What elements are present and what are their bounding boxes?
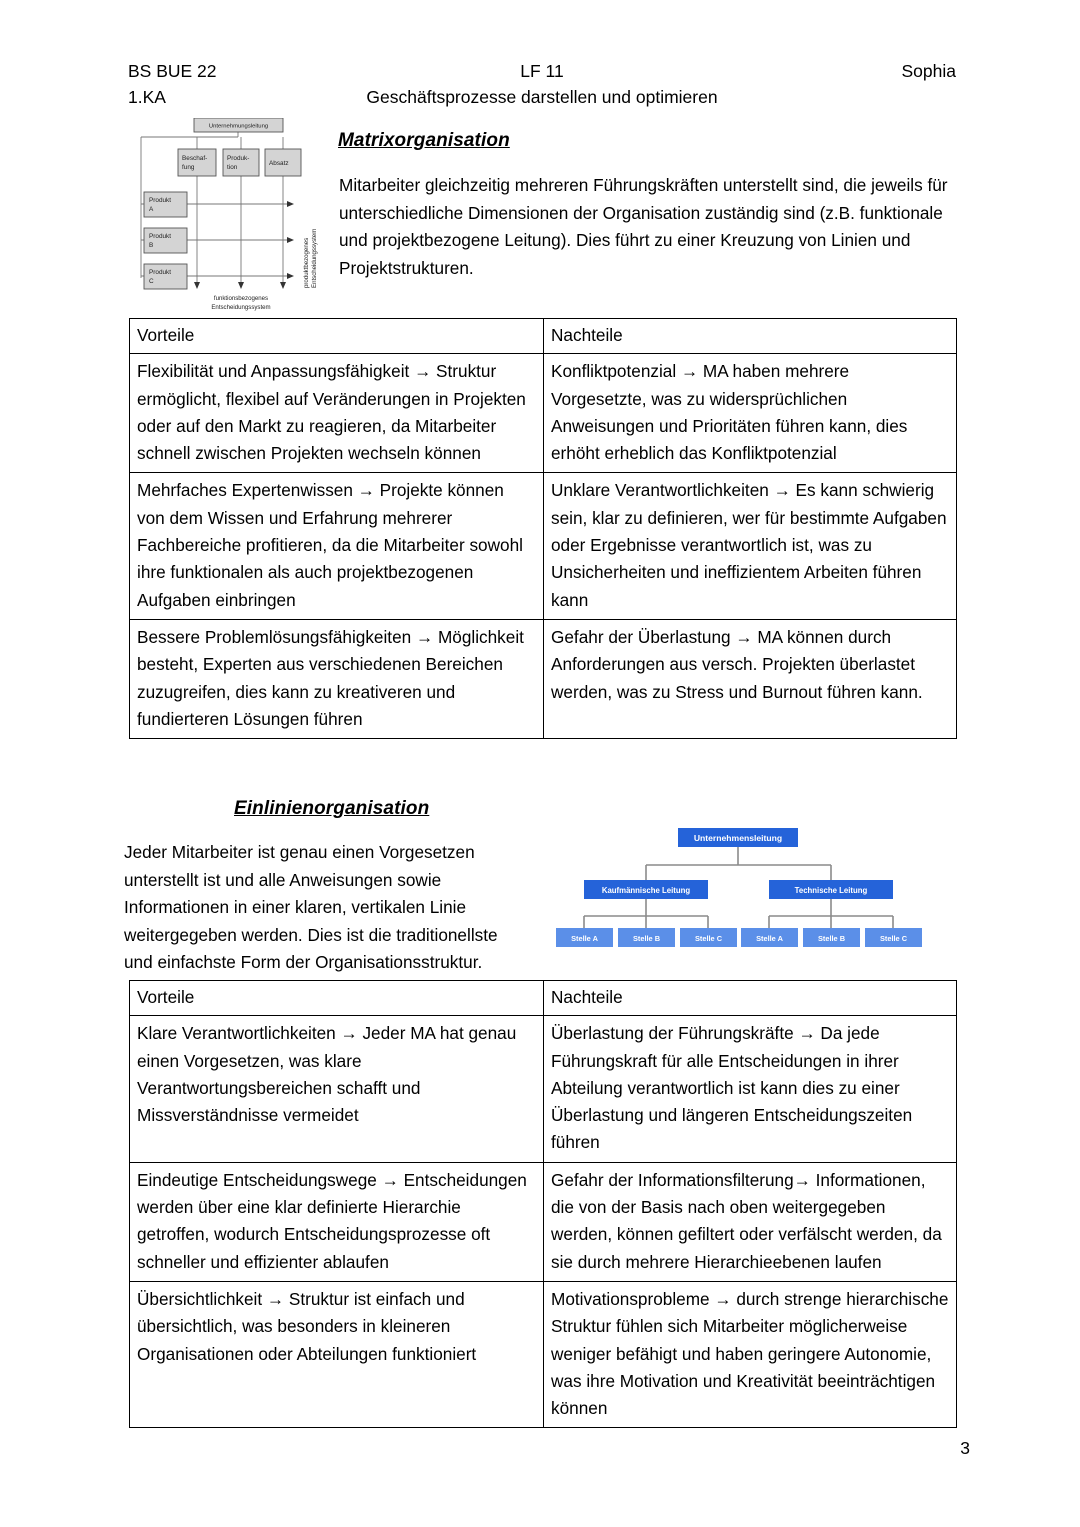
- column-header-nachteile: Nachteile: [544, 319, 957, 354]
- matrix-product-box-3-line2: C: [149, 278, 154, 285]
- cell-vorteil: Bessere Problemlösungsfähigkeiten → Möglichkeit besteht, Experten aus verschiedenen Bereichen zuzugreifen, dies kann zu kreativeren und fundierteren Lösungen führen: [130, 619, 544, 738]
- table-header-row: [130, 981, 957, 1016]
- header-row-1: [128, 58, 956, 84]
- table-row: [130, 354, 957, 473]
- matrix-right-axis-label-line1: produktbezogenes: [303, 237, 310, 288]
- orgchart-mid-box-right-label: Technische Leitung: [794, 886, 868, 895]
- orgchart-leaf-right-3-label: Stelle C: [879, 934, 908, 943]
- header-subject-title: Geschäftsprozesse darstellen und optimieren: [366, 87, 718, 107]
- column-header-vorteile: Vorteile: [130, 981, 544, 1016]
- header-row-2: [128, 84, 956, 110]
- matrix-function-box-3-line1: Absatz: [269, 160, 289, 167]
- orgchart-top-box-label: Unternehmensleitung: [693, 833, 783, 843]
- header-course-code: BS BUE 22: [128, 61, 217, 81]
- cell-vorteil: Eindeutige Entscheidungswege → Entscheidungen werden über eine klar definierte Hierarchie getroffen, wodurch Entscheidungsprozesse oft schneller und effizienter ablaufen: [130, 1162, 544, 1281]
- matrix-function-box-2-line2: tion: [227, 164, 238, 171]
- matrix-product-box-1-line2: A: [149, 206, 154, 213]
- matrix-bottom-axis-label-line1: funktionsbezogenes: [213, 295, 269, 302]
- einlinien-org-chart-diagram: [556, 820, 956, 955]
- table-row: [130, 1162, 957, 1281]
- cell-vorteil: Mehrfaches Expertenwissen → Projekte können von dem Wissen und Erfahrung mehrerer Fachbereiche profitieren, da die Mitarbeiter sowohl ihre funktionalen als auch projektbezogenen Aufgaben einbringen: [130, 473, 544, 619]
- cell-nachteil: Konfliktpotenzial → MA haben mehrere Vorgesetzte, was zu widersprüchlichen Anweisungen und Prioritäten führen kann, dies erhöht erheblich das Konfliktpotenzial: [544, 354, 957, 473]
- header-exam-label: 1.KA: [128, 87, 166, 107]
- matrix-product-box-1-line1: Produkt: [149, 197, 172, 204]
- cell-vorteil: Flexibilität und Anpassungsfähigkeit → Struktur ermöglicht, flexibel auf Veränderungen in Projekten oder auf den Markt zu reagieren, da Mitarbeiter schnell zwischen Projekten wechseln können: [130, 354, 544, 473]
- matrix-function-box-1-line1: Beschaf-: [182, 155, 208, 162]
- table-row: [130, 473, 957, 619]
- orgchart-leaf-right-2-label: Stelle B: [817, 934, 846, 943]
- column-header-vorteile: Vorteile: [130, 319, 544, 354]
- matrixorganisation-heading: Matrixorganisation: [338, 130, 510, 151]
- einlinienorganisation-heading: Einlinienorganisation: [234, 798, 430, 819]
- einlinienorganisation-paragraph: Jeder Mitarbeiter ist genau einen Vorgesetzen unterstellt ist und alle Anweisungen sowie Informationen in einer klaren, vertikalen Linie weitergegeben werden. Dies ist die traditionellste und einfachste Form der Organisationsstruktur.: [124, 842, 498, 972]
- cell-nachteil: Motivationsprobleme → durch strenge hierarchische Struktur fühlen sich Mitarbeiter möglicherweise weniger befähigt und haben geringere Autonomie, was ihre Motivation und Kreativität beeinträchtigen können: [544, 1281, 957, 1427]
- header-author-name: Sophia: [901, 61, 956, 81]
- cell-nachteil: Unklare Verantwortlichkeiten → Es kann schwierig sein, klar zu definieren, wer für bestimmte Aufgaben oder Ergebnisse verantwortlich ist, was zu Unsicherheiten und ineffizientem Arbeiten führen kann: [544, 473, 957, 619]
- column-header-nachteile: Nachteile: [544, 981, 957, 1016]
- matrix-product-box-2-line1: Produkt: [149, 233, 172, 240]
- orgchart-leaf-left-3-label: Stelle C: [694, 934, 723, 943]
- cell-vorteil: Übersichtlichkeit → Struktur ist einfach und übersichtlich, was besonders in kleineren Organisationen oder Abteilungen funktioniert: [130, 1281, 544, 1427]
- document-header: [128, 58, 956, 110]
- orgchart-leaf-left-2-label: Stelle B: [632, 934, 661, 943]
- matrix-product-box-2-line2: B: [149, 242, 154, 249]
- table-row: [130, 1016, 957, 1162]
- matrix-organisation-diagram: [128, 118, 328, 314]
- cell-nachteil: Überlastung der Führungskräfte → Da jede Führungskraft für alle Entscheidungen in ihrer Abteilung verantwortlich ist kann dies zu einer Überlastung und längeren Entscheidungszeiten führen: [544, 1016, 957, 1162]
- table-row: [130, 619, 957, 738]
- matrix-top-box-label: Unternehmungsleitung: [208, 123, 269, 130]
- table-header-row: [130, 319, 957, 354]
- orgchart-leaf-right-1-label: Stelle A: [756, 934, 783, 943]
- matrix-bottom-axis-label-line2: Entscheidungssystem: [211, 304, 271, 311]
- orgchart-leaf-left-1-label: Stelle A: [571, 934, 598, 943]
- matrix-advantages-disadvantages-table: [129, 318, 957, 739]
- einlinien-advantages-disadvantages-table: [129, 980, 957, 1428]
- matrix-product-box-3-line1: Produkt: [149, 269, 172, 276]
- cell-nachteil: Gefahr der Informationsfilterung→ Informationen, die von der Basis nach oben weitergegeben werden, können gefiltert oder verfälscht werden, da sie durch mehrere Hierarchieebenen laufen: [544, 1162, 957, 1281]
- header-lf-number: LF 11: [520, 61, 564, 81]
- cell-vorteil: Klare Verantwortlichkeiten → Jeder MA hat genau einen Vorgesetzen, was klare Verantwortungsbereichen schafft und Missverständnisse vermeidet: [130, 1016, 544, 1162]
- matrix-right-axis-label-line2: Entscheidungssystem: [311, 228, 318, 288]
- cell-nachteil: Gefahr der Überlastung → MA können durch Anforderungen aus versch. Projekten überlastet werden, was zu Stress und Burnout führen kann.: [544, 619, 957, 738]
- matrixorganisation-paragraph: Mitarbeiter gleichzeitig mehreren Führungskräften unterstellt sind, die jeweils für unterschiedliche Dimensionen der Organisation zuständig sind (z.B. funktionale und projektbezogene Leitung). Dies führt zu einer Kreuzung von Linien und Projektstrukturen.: [339, 175, 948, 278]
- orgchart-mid-box-left-label: Kaufmännische Leitung: [601, 886, 691, 895]
- page-number: 3: [960, 1438, 970, 1458]
- matrix-function-box-1-line2: fung: [182, 164, 195, 171]
- table-row: [130, 1281, 957, 1427]
- matrix-function-box-2-line1: Produk-: [227, 155, 250, 162]
